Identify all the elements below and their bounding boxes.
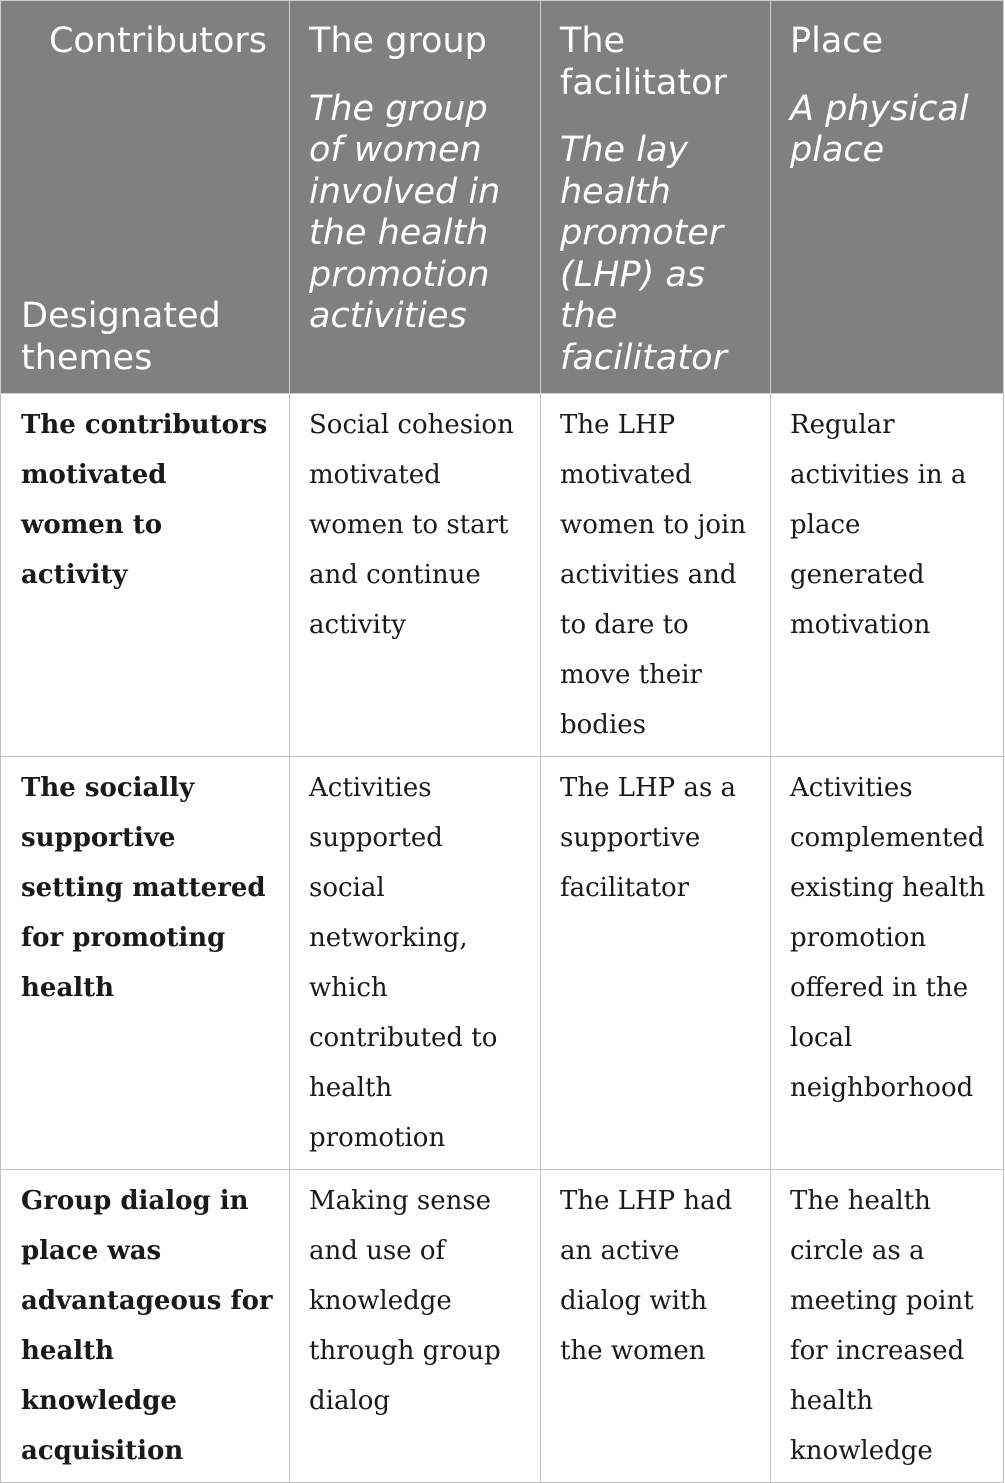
table-cell: Activities supported social networking, which contributed to health promotion [290,757,541,1170]
table-row [1,757,1004,1170]
table-cell: The LHP as a supportive facilitator [541,757,771,1170]
table-row [1,1170,1004,1483]
column-header-place [771,1,1004,394]
contributors-label: Contributors [48,21,267,61]
table-cell: The LHP had an active dialog with the women [541,1170,771,1483]
corner-header-cell [1,1,290,394]
table-row [1,394,1004,757]
column-header-facilitator [541,1,771,394]
column-title: Place [790,21,884,61]
table-cell: The health circle as a meeting point for increased health knowledge [771,1170,1004,1483]
designated-themes-label: Designated themes [21,296,221,378]
column-subtitle: A physical place [790,88,969,170]
table-cell: Social cohesion motivated women to start and continue activity [290,394,541,757]
header-row [1,1,1004,394]
column-title: The facilitator [560,21,727,103]
table-cell: Activities complemented existing health promotion offered in the local neighborhood [771,757,1004,1170]
theme-cell: The socially supportive setting mattered for promoting health [1,757,290,1170]
column-title: The group [309,21,487,61]
column-subtitle: The lay health promoter (LHP) as the facilitator [560,130,727,378]
column-subtitle: The group of women involved in the health promotion activities [309,88,501,336]
table-cell: The LHP motivated women to join activities and to dare to move their bodies [541,394,771,757]
column-header-group [290,1,541,394]
table-cell: Regular activities in a place generated motivation [771,394,1004,757]
table-cell: Making sense and use of knowledge through group dialog [290,1170,541,1483]
theme-cell: The contributors motivated women to activity [1,394,290,757]
theme-cell: Group dialog in place was advantageous for health knowledge acquisition [1,1170,290,1483]
